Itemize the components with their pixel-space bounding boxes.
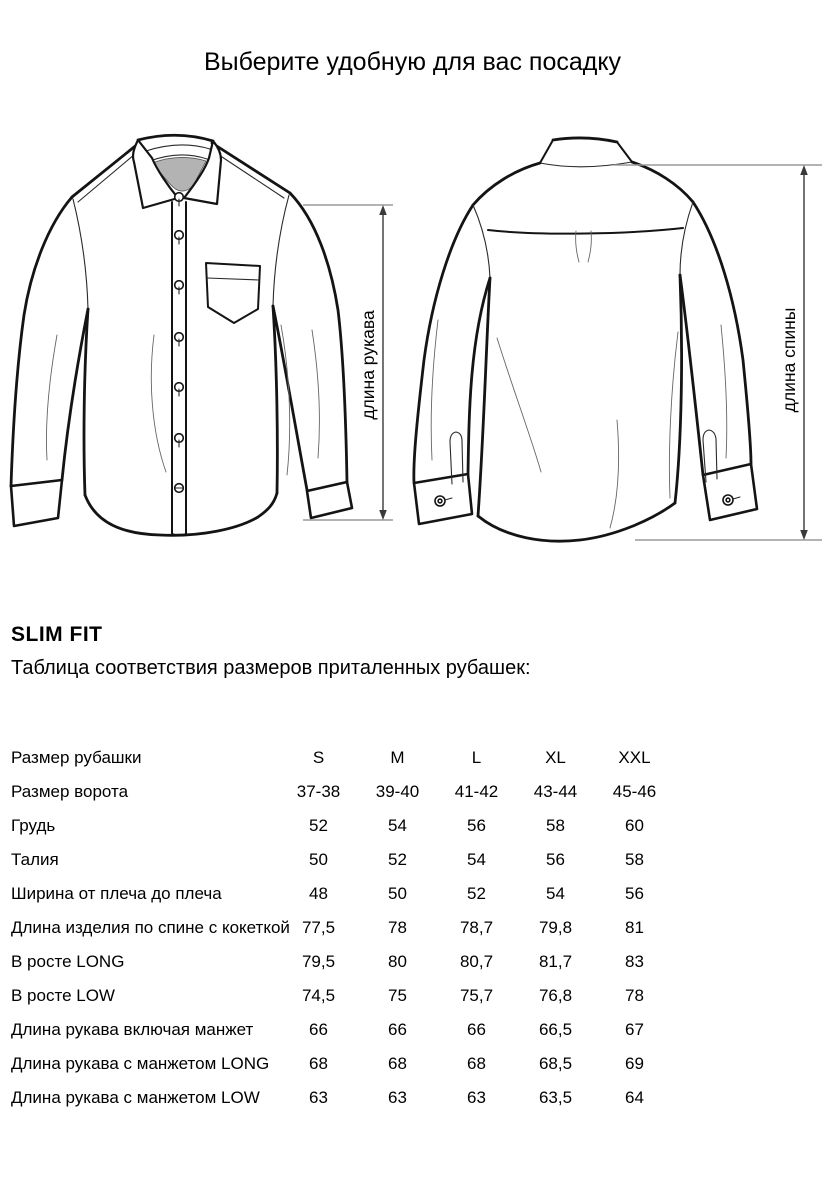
front-fold-line xyxy=(46,335,57,460)
size-value: 80,7 xyxy=(459,952,494,971)
size-table-row-label: Размер рубашки xyxy=(11,748,142,767)
size-value: 78 xyxy=(388,918,407,937)
front-buttons xyxy=(175,193,184,493)
arrow-up-icon xyxy=(800,165,808,175)
size-value: 58 xyxy=(546,816,565,835)
size-value: 81,7 xyxy=(538,952,573,971)
front-left-shoulder-seam xyxy=(78,149,141,202)
size-value: 41-42 xyxy=(454,782,499,801)
size-value: 43-44 xyxy=(533,782,578,801)
size-table-row-label: В росте LOW xyxy=(11,986,115,1005)
size-value: 67 xyxy=(625,1020,644,1039)
size-value: 68 xyxy=(388,1054,407,1073)
size-value: 78 xyxy=(625,986,644,1005)
size-value: 45-46 xyxy=(612,782,657,801)
front-left-side-seam xyxy=(84,309,88,495)
front-hem xyxy=(85,493,277,535)
size-table-row-label: Ширина от плеча до плеча xyxy=(11,884,222,903)
size-value: 60 xyxy=(625,816,644,835)
shirt-front-drawing xyxy=(11,135,352,535)
size-table-row xyxy=(11,1013,701,1047)
size-table-row xyxy=(11,877,701,911)
front-button xyxy=(175,281,184,294)
size-table-row-label: Грудь xyxy=(11,816,56,835)
size-value: 56 xyxy=(467,816,486,835)
size-value: 75,7 xyxy=(459,986,494,1005)
size-table-row-label: Длина рукава включая манжет xyxy=(11,1020,254,1039)
size-table-row-label: Длина изделия по спине с кокеткой xyxy=(11,918,290,937)
front-button xyxy=(175,333,184,346)
front-button xyxy=(175,193,184,206)
size-column-header: L xyxy=(471,748,482,767)
back-fold-line xyxy=(497,338,541,472)
page-title: Выберите удобную для вас посадку xyxy=(203,48,622,76)
size-value: 66 xyxy=(467,1020,486,1039)
front-button xyxy=(175,383,184,396)
size-value: 75 xyxy=(388,986,407,1005)
back-left-shoulder xyxy=(473,163,540,205)
size-table-row xyxy=(11,843,701,877)
size-table-row xyxy=(11,945,701,979)
size-value: 39-40 xyxy=(375,782,420,801)
size-value: 50 xyxy=(309,850,328,869)
size-table-row xyxy=(11,1081,701,1115)
size-table-row-label: Длина рукава с манжетом LOW xyxy=(11,1088,260,1107)
front-left-sleeve-outline xyxy=(11,197,72,486)
size-value: 64 xyxy=(625,1088,644,1107)
size-column-header: M xyxy=(390,748,405,767)
size-table-row-label: Размер ворота xyxy=(11,782,129,801)
back-collar-left-edge xyxy=(540,140,553,163)
size-value: 68 xyxy=(467,1054,486,1073)
front-fold-line xyxy=(151,335,166,472)
size-value: 63 xyxy=(309,1088,328,1107)
back-fold-line xyxy=(431,320,438,460)
size-column-header: XL xyxy=(545,748,566,767)
size-value: 48 xyxy=(309,884,328,903)
size-value: 66,5 xyxy=(538,1020,573,1039)
size-value: 52 xyxy=(309,816,328,835)
size-table-row xyxy=(11,979,701,1013)
size-column-header: XXL xyxy=(618,748,651,767)
size-value: 56 xyxy=(546,850,565,869)
back-right-armhole-seam xyxy=(680,202,693,275)
size-value: 83 xyxy=(625,952,644,971)
size-value: 52 xyxy=(388,850,407,869)
back-collar-right-edge xyxy=(617,142,632,162)
back-pleat-line xyxy=(576,231,579,262)
size-value: 77,5 xyxy=(301,918,336,937)
front-chest-pocket xyxy=(206,263,260,323)
front-right-cuff xyxy=(307,482,352,518)
size-table-row-label: Талия xyxy=(11,850,59,869)
front-collar-band-line-1 xyxy=(146,145,210,151)
sleeve-length-label: длина рукава xyxy=(358,310,378,420)
back-fold-line xyxy=(721,325,727,458)
arrow-down-icon xyxy=(379,510,387,520)
size-value: 78,7 xyxy=(459,918,494,937)
size-value: 79,5 xyxy=(301,952,336,971)
size-value: 68 xyxy=(309,1054,328,1073)
size-table xyxy=(11,741,701,1115)
size-value: 63 xyxy=(388,1088,407,1107)
back-length-label: длина спины xyxy=(779,307,799,413)
front-left-cuff xyxy=(11,480,62,526)
size-value: 50 xyxy=(388,884,407,903)
size-table-header-row xyxy=(11,741,701,775)
back-right-side-seam xyxy=(675,275,682,503)
size-value: 63 xyxy=(467,1088,486,1107)
front-button xyxy=(175,484,184,493)
back-right-cuff xyxy=(703,464,757,520)
front-right-shoulder xyxy=(212,143,290,193)
back-collar-top-edge xyxy=(553,138,617,142)
size-column-header: S xyxy=(312,748,325,767)
size-value: 58 xyxy=(625,850,644,869)
size-table-row xyxy=(11,911,701,945)
size-value: 68,5 xyxy=(538,1054,573,1073)
front-button xyxy=(175,231,184,244)
back-pleat-line xyxy=(588,231,591,262)
size-value: 56 xyxy=(625,884,644,903)
front-left-shoulder xyxy=(72,143,139,197)
size-value: 52 xyxy=(467,884,486,903)
size-value: 69 xyxy=(625,1054,644,1073)
arrow-up-icon xyxy=(379,205,387,215)
size-table-row-label: В росте LONG xyxy=(11,952,125,971)
size-value: 54 xyxy=(546,884,565,903)
back-yoke-seam xyxy=(488,228,683,234)
shirt-diagram xyxy=(0,120,825,570)
back-fold-line xyxy=(610,420,619,528)
back-right-sleeve-inner xyxy=(680,275,703,475)
size-value: 54 xyxy=(467,850,486,869)
shirt-back-drawing xyxy=(414,138,757,541)
size-value: 54 xyxy=(388,816,407,835)
size-value: 76,8 xyxy=(538,986,573,1005)
size-table-row-label: Длина рукава с манжетом LONG xyxy=(11,1054,270,1073)
front-button xyxy=(175,434,184,447)
size-value: 79,8 xyxy=(538,918,573,937)
section-subtitle: Таблица соответствия размеров приталенных рубашек: xyxy=(11,657,531,679)
back-left-armhole-seam xyxy=(473,205,490,278)
front-left-armhole-seam xyxy=(73,199,88,309)
arrow-down-icon xyxy=(800,530,808,540)
size-value: 81 xyxy=(625,918,644,937)
back-left-sleeve-outline xyxy=(414,205,473,483)
front-right-side-seam xyxy=(273,306,277,493)
size-value: 80 xyxy=(388,952,407,971)
size-table-row xyxy=(11,1047,701,1081)
size-value: 66 xyxy=(309,1020,328,1039)
back-right-shoulder xyxy=(632,162,693,202)
size-value: 37-38 xyxy=(296,782,341,801)
front-fold-line xyxy=(312,330,319,458)
front-right-armhole-seam xyxy=(273,195,289,306)
size-table-row xyxy=(11,809,701,843)
section-heading-slim-fit: SLIM FIT xyxy=(11,623,103,646)
size-value: 66 xyxy=(388,1020,407,1039)
front-collar-top-edge xyxy=(138,135,213,141)
size-table-row xyxy=(11,775,701,809)
size-value: 63,5 xyxy=(538,1088,573,1107)
back-hem xyxy=(478,503,675,541)
size-value: 74,5 xyxy=(301,986,336,1005)
